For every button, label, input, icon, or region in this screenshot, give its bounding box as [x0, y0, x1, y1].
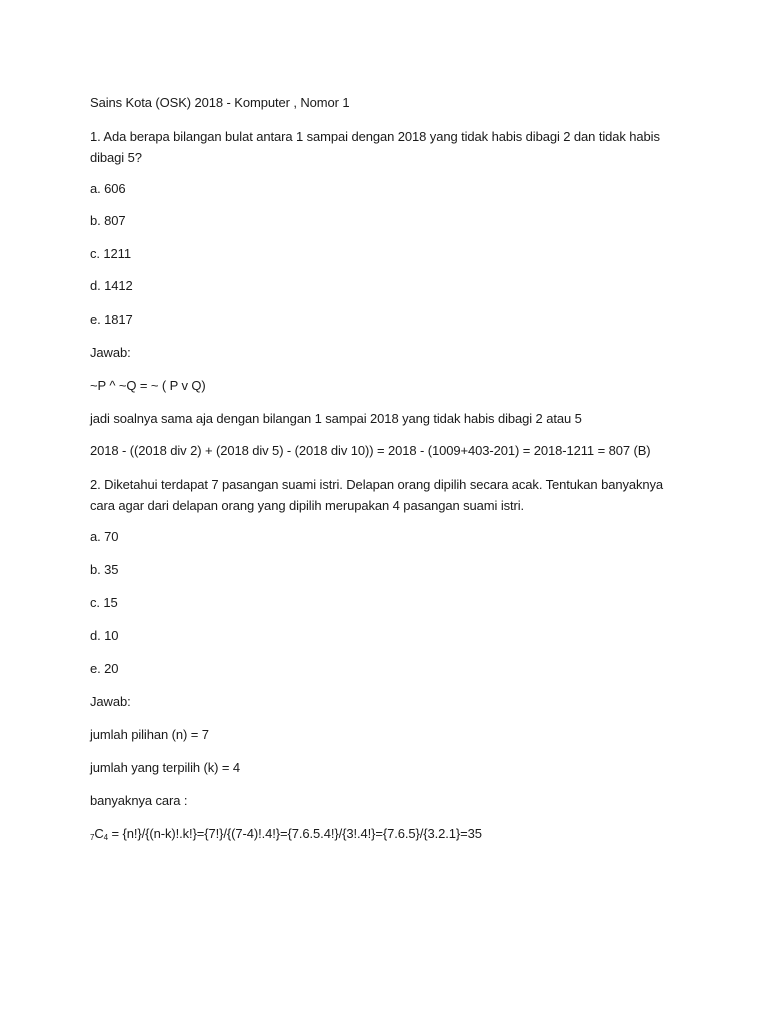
q1-option-c: c. 1211 — [90, 246, 131, 261]
q1-option-a: a. 606 — [90, 181, 126, 196]
q2-n-line: jumlah pilihan (n) = 7 — [90, 727, 209, 742]
q2-answer-label: Jawab: — [90, 694, 131, 709]
document-title: Sains Kota (OSK) 2018 - Komputer , Nomor 1 — [90, 95, 350, 110]
formula-k-subscript: 4 — [103, 833, 109, 842]
q1-option-d: d. 1412 — [90, 278, 133, 293]
q2-option-d: d. 10 — [90, 628, 119, 643]
q2-option-b: b. 35 — [90, 562, 119, 577]
q2-option-e: e. 20 — [90, 661, 119, 676]
question-2-text: 2. Diketahui terdapat 7 pasangan suami istri. Delapan orang dipilih secara acak. Tentukan banyaknya cara agar dari delapan orang yang dipilih merupakan 4 pasangan suami istri. — [90, 477, 664, 513]
q1-calculation: 2018 - ((2018 div 2) + (2018 div 5) - (2018 div 10)) = 2018 - (1009+403-201) = 2018-1211 = 807 (B) — [90, 443, 651, 458]
q2-combination-formula — [90, 824, 690, 848]
q2-k-line: jumlah yang terpilih (k) = 4 — [90, 760, 241, 775]
q1-answer-label: Jawab: — [90, 345, 131, 360]
q2-option-a: a. 70 — [90, 529, 119, 544]
q1-option-e: e. 1817 — [90, 312, 133, 327]
formula-expression: = {n!}/{(n-k)!.k!}={7!}/{(7-4)!.4!}={7.6.5.4!}/{3!.4!}={7.6.5}/{3.2.1}=35 — [108, 826, 482, 841]
formula-prefix-subscript: 7 — [90, 833, 95, 842]
q2-ways-label: banyaknya cara : — [90, 793, 188, 808]
question-1-text: 1. Ada berapa bilangan bulat antara 1 sampai dengan 2018 yang tidak habis dibagi 2 dan tidak habis dibagi 5? — [90, 129, 660, 165]
q1-option-b: b. 807 — [90, 213, 126, 228]
q1-logic-line: ~P ^ ~Q = ~ ( P v Q) — [90, 378, 206, 393]
q1-explanation: jadi soalnya sama aja dengan bilangan 1 sampai 2018 yang tidak habis dibagi 2 atau 5 — [90, 411, 582, 426]
q2-option-c: c. 15 — [90, 595, 118, 610]
formula-combination-symbol: C — [94, 826, 104, 841]
